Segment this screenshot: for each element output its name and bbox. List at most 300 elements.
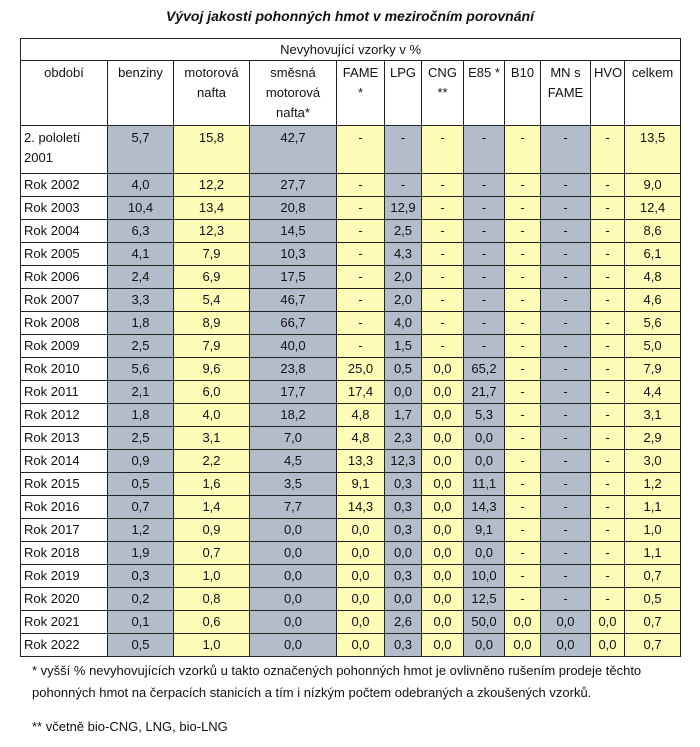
value-cell: 0,7 <box>625 565 681 588</box>
column-header: MN s FAME <box>541 61 591 126</box>
value-cell: 4,1 <box>108 243 174 266</box>
period-cell: Rok 2013 <box>21 427 108 450</box>
value-cell: 1,2 <box>625 473 681 496</box>
value-cell: 12,3 <box>385 450 422 473</box>
value-cell: - <box>591 335 625 358</box>
value-cell: - <box>505 565 541 588</box>
value-cell: - <box>505 358 541 381</box>
column-header: benziny <box>108 61 174 126</box>
value-cell: 10,0 <box>464 565 505 588</box>
value-cell: 1,7 <box>385 404 422 427</box>
table-row <box>21 565 681 588</box>
value-cell: - <box>505 243 541 266</box>
period-cell: Rok 2005 <box>21 243 108 266</box>
value-cell: 0,0 <box>422 588 464 611</box>
value-cell: 0,0 <box>422 542 464 565</box>
column-header: CNG ** <box>422 61 464 126</box>
value-cell: 0,7 <box>174 542 250 565</box>
value-cell: - <box>591 243 625 266</box>
value-cell: 6,1 <box>625 243 681 266</box>
value-cell: 18,2 <box>250 404 337 427</box>
value-cell: - <box>337 197 385 220</box>
value-cell: - <box>337 243 385 266</box>
value-cell: 3,1 <box>625 404 681 427</box>
table-row <box>21 126 681 174</box>
value-cell: - <box>591 126 625 174</box>
value-cell: 5,6 <box>625 312 681 335</box>
table-row <box>21 588 681 611</box>
value-cell: - <box>591 266 625 289</box>
value-cell: 2,5 <box>385 220 422 243</box>
value-cell: 0,0 <box>337 611 385 634</box>
value-cell: - <box>464 243 505 266</box>
value-cell: 9,0 <box>625 174 681 197</box>
table-row <box>21 358 681 381</box>
value-cell: - <box>337 126 385 174</box>
value-cell: 0,9 <box>108 450 174 473</box>
value-cell: - <box>505 266 541 289</box>
value-cell: - <box>591 312 625 335</box>
value-cell: - <box>591 542 625 565</box>
value-cell: 0,0 <box>422 496 464 519</box>
value-cell: 0,8 <box>174 588 250 611</box>
value-cell: 14,3 <box>464 496 505 519</box>
value-cell: 7,9 <box>174 243 250 266</box>
value-cell: - <box>422 197 464 220</box>
period-cell: Rok 2010 <box>21 358 108 381</box>
value-cell: - <box>385 174 422 197</box>
value-cell: 1,2 <box>108 519 174 542</box>
value-cell: - <box>591 473 625 496</box>
value-cell: 10,4 <box>108 197 174 220</box>
value-cell: 1,0 <box>174 634 250 657</box>
value-cell: - <box>541 312 591 335</box>
value-cell: 0,0 <box>385 542 422 565</box>
value-cell: - <box>464 126 505 174</box>
period-cell: Rok 2003 <box>21 197 108 220</box>
value-cell: - <box>385 126 422 174</box>
value-cell: - <box>591 519 625 542</box>
value-cell: 12,2 <box>174 174 250 197</box>
value-cell: 0,3 <box>385 496 422 519</box>
value-cell: - <box>505 427 541 450</box>
value-cell: 0,5 <box>108 634 174 657</box>
value-cell: 0,0 <box>422 634 464 657</box>
value-cell: 2,9 <box>625 427 681 450</box>
value-cell: - <box>337 289 385 312</box>
value-cell: - <box>541 496 591 519</box>
period-cell: Rok 2015 <box>21 473 108 496</box>
value-cell: - <box>505 312 541 335</box>
value-cell: 0,0 <box>250 588 337 611</box>
value-cell: 0,0 <box>337 519 385 542</box>
value-cell: - <box>591 496 625 519</box>
value-cell: - <box>505 542 541 565</box>
value-cell: - <box>541 519 591 542</box>
value-cell: - <box>505 197 541 220</box>
value-cell: 6,9 <box>174 266 250 289</box>
value-cell: 2,4 <box>108 266 174 289</box>
column-header: celkem <box>625 61 681 126</box>
table-row <box>21 542 681 565</box>
value-cell: 0,0 <box>422 404 464 427</box>
value-cell: 0,0 <box>337 565 385 588</box>
table-row <box>21 381 681 404</box>
value-cell: 2,5 <box>108 335 174 358</box>
value-cell: 0,2 <box>108 588 174 611</box>
value-cell: 0,0 <box>422 427 464 450</box>
value-cell: 12,5 <box>464 588 505 611</box>
value-cell: 3,3 <box>108 289 174 312</box>
value-cell: - <box>505 174 541 197</box>
value-cell: - <box>422 243 464 266</box>
value-cell: 4,8 <box>337 427 385 450</box>
value-cell: - <box>591 220 625 243</box>
period-cell: 2. pololetí 2001 <box>21 126 108 174</box>
value-cell: 6,0 <box>174 381 250 404</box>
value-cell: 4,5 <box>250 450 337 473</box>
value-cell: 2,5 <box>108 427 174 450</box>
value-cell: 8,6 <box>625 220 681 243</box>
value-cell: 1,8 <box>108 404 174 427</box>
value-cell: 21,7 <box>464 381 505 404</box>
period-cell: Rok 2006 <box>21 266 108 289</box>
value-cell: 17,5 <box>250 266 337 289</box>
column-header-row <box>21 61 681 126</box>
value-cell: 23,8 <box>250 358 337 381</box>
value-cell: 0,0 <box>250 565 337 588</box>
value-cell: 0,0 <box>385 588 422 611</box>
value-cell: 7,0 <box>250 427 337 450</box>
period-cell: Rok 2014 <box>21 450 108 473</box>
value-cell: - <box>464 335 505 358</box>
table-row <box>21 634 681 657</box>
value-cell: - <box>505 588 541 611</box>
value-cell: - <box>505 450 541 473</box>
value-cell: 0,0 <box>250 542 337 565</box>
value-cell: - <box>541 126 591 174</box>
value-cell: - <box>505 289 541 312</box>
value-cell: - <box>591 381 625 404</box>
value-cell: 1,9 <box>108 542 174 565</box>
value-cell: 0,0 <box>591 611 625 634</box>
value-cell: 3,5 <box>250 473 337 496</box>
value-cell: 0,1 <box>108 611 174 634</box>
column-header: období <box>21 61 108 126</box>
value-cell: 3,0 <box>625 450 681 473</box>
value-cell: - <box>541 450 591 473</box>
value-cell: - <box>505 496 541 519</box>
value-cell: - <box>505 126 541 174</box>
period-cell: Rok 2019 <box>21 565 108 588</box>
value-cell: - <box>464 220 505 243</box>
value-cell: 0,0 <box>464 542 505 565</box>
period-cell: Rok 2022 <box>21 634 108 657</box>
value-cell: 0,9 <box>174 519 250 542</box>
period-cell: Rok 2009 <box>21 335 108 358</box>
value-cell: 0,0 <box>422 519 464 542</box>
value-cell: - <box>541 565 591 588</box>
value-cell: - <box>591 588 625 611</box>
value-cell: 0,5 <box>108 473 174 496</box>
value-cell: 50,0 <box>464 611 505 634</box>
value-cell: 0,0 <box>337 634 385 657</box>
value-cell: - <box>422 174 464 197</box>
value-cell: - <box>464 197 505 220</box>
value-cell: 0,3 <box>385 519 422 542</box>
value-cell: 1,0 <box>625 519 681 542</box>
value-cell: - <box>541 266 591 289</box>
table-row <box>21 197 681 220</box>
value-cell: 0,0 <box>541 611 591 634</box>
value-cell: 0,0 <box>422 565 464 588</box>
value-cell: - <box>541 335 591 358</box>
value-cell: 0,3 <box>385 634 422 657</box>
value-cell: - <box>591 174 625 197</box>
table-row <box>21 496 681 519</box>
value-cell: 0,0 <box>541 634 591 657</box>
value-cell: 0,5 <box>625 588 681 611</box>
table-row <box>21 519 681 542</box>
value-cell: - <box>591 427 625 450</box>
value-cell: 0,7 <box>108 496 174 519</box>
value-cell: - <box>591 197 625 220</box>
value-cell: 0,0 <box>337 588 385 611</box>
value-cell: - <box>541 197 591 220</box>
column-header: HVO <box>591 61 625 126</box>
table-row <box>21 473 681 496</box>
value-cell: 0,7 <box>625 611 681 634</box>
value-cell: - <box>541 427 591 450</box>
value-cell: 1,1 <box>625 496 681 519</box>
value-cell: 0,0 <box>422 450 464 473</box>
value-cell: 0,0 <box>464 634 505 657</box>
column-header: E85 * <box>464 61 505 126</box>
value-cell: 13,4 <box>174 197 250 220</box>
footnote-2: ** včetně bio-CNG, LNG, bio-LNG <box>32 719 228 734</box>
value-cell: 4,6 <box>625 289 681 312</box>
value-cell: 4,3 <box>385 243 422 266</box>
value-cell: - <box>591 358 625 381</box>
value-cell: 7,9 <box>174 335 250 358</box>
value-cell: - <box>422 312 464 335</box>
value-cell: - <box>541 381 591 404</box>
period-cell: Rok 2011 <box>21 381 108 404</box>
value-cell: 0,5 <box>385 358 422 381</box>
value-cell: 2,2 <box>174 450 250 473</box>
value-cell: 4,0 <box>385 312 422 335</box>
period-cell: Rok 2004 <box>21 220 108 243</box>
table-row <box>21 312 681 335</box>
quality-table <box>20 38 681 657</box>
value-cell: 10,3 <box>250 243 337 266</box>
value-cell: 0,3 <box>108 565 174 588</box>
period-cell: Rok 2018 <box>21 542 108 565</box>
value-cell: 0,3 <box>385 565 422 588</box>
page-title: Vývoj jakosti pohonných hmot v meziročním porovnání <box>166 8 534 24</box>
value-cell: - <box>337 174 385 197</box>
table-row <box>21 289 681 312</box>
value-cell: 12,4 <box>625 197 681 220</box>
value-cell: - <box>422 126 464 174</box>
value-cell: - <box>591 450 625 473</box>
value-cell: 0,0 <box>250 634 337 657</box>
value-cell: 5,3 <box>464 404 505 427</box>
table-row <box>21 220 681 243</box>
value-cell: - <box>464 174 505 197</box>
value-cell: - <box>541 174 591 197</box>
period-cell: Rok 2020 <box>21 588 108 611</box>
value-cell: 0,0 <box>464 450 505 473</box>
value-cell: 14,5 <box>250 220 337 243</box>
value-cell: 66,7 <box>250 312 337 335</box>
value-cell: 0,0 <box>385 381 422 404</box>
value-cell: - <box>541 588 591 611</box>
value-cell: - <box>505 381 541 404</box>
column-header: směsná motorová nafta* <box>250 61 337 126</box>
value-cell: 14,3 <box>337 496 385 519</box>
value-cell: 5,7 <box>108 126 174 174</box>
value-cell: - <box>541 220 591 243</box>
value-cell: - <box>422 289 464 312</box>
value-cell: 0,7 <box>625 634 681 657</box>
value-cell: 4,8 <box>337 404 385 427</box>
value-cell: 5,4 <box>174 289 250 312</box>
value-cell: 0,3 <box>385 473 422 496</box>
value-cell: - <box>464 266 505 289</box>
value-cell: 7,9 <box>625 358 681 381</box>
value-cell: 4,0 <box>174 404 250 427</box>
value-cell: 25,0 <box>337 358 385 381</box>
footnote-1: * vyšší % nevyhovujících vzorků u takto označených pohonných hmot je ovlivněno rušením prodeje těchto pohonných hmot na čerpacích stanicích a tím i nízkým počtem odebraných a zkoušených vzorků. <box>32 663 642 700</box>
value-cell: 13,5 <box>625 126 681 174</box>
value-cell: - <box>541 358 591 381</box>
value-cell: 15,8 <box>174 126 250 174</box>
value-cell: 4,0 <box>108 174 174 197</box>
value-cell: - <box>464 289 505 312</box>
value-cell: 0,0 <box>422 381 464 404</box>
value-cell: - <box>337 266 385 289</box>
table-row <box>21 427 681 450</box>
value-cell: 0,0 <box>422 473 464 496</box>
value-cell: 3,1 <box>174 427 250 450</box>
value-cell: - <box>591 565 625 588</box>
value-cell: - <box>337 335 385 358</box>
value-cell: 20,8 <box>250 197 337 220</box>
value-cell: - <box>541 473 591 496</box>
value-cell: 17,4 <box>337 381 385 404</box>
value-cell: 6,3 <box>108 220 174 243</box>
period-cell: Rok 2007 <box>21 289 108 312</box>
table-row <box>21 174 681 197</box>
value-cell: - <box>505 519 541 542</box>
value-cell: 9,1 <box>464 519 505 542</box>
period-cell: Rok 2017 <box>21 519 108 542</box>
period-cell: Rok 2002 <box>21 174 108 197</box>
value-cell: - <box>422 266 464 289</box>
value-cell: 7,7 <box>250 496 337 519</box>
value-cell: 8,9 <box>174 312 250 335</box>
column-header: motorová nafta <box>174 61 250 126</box>
value-cell: 2,0 <box>385 289 422 312</box>
value-cell: 1,1 <box>625 542 681 565</box>
span-header: Nevyhovující vzorky v % <box>21 39 681 61</box>
value-cell: - <box>505 404 541 427</box>
value-cell: - <box>541 289 591 312</box>
value-cell: 9,6 <box>174 358 250 381</box>
value-cell: - <box>422 220 464 243</box>
value-cell: 5,6 <box>108 358 174 381</box>
value-cell: 2,1 <box>108 381 174 404</box>
column-header: LPG <box>385 61 422 126</box>
value-cell: - <box>464 312 505 335</box>
value-cell: 9,1 <box>337 473 385 496</box>
value-cell: 0,0 <box>250 611 337 634</box>
value-cell: 4,8 <box>625 266 681 289</box>
value-cell: - <box>591 289 625 312</box>
value-cell: - <box>337 220 385 243</box>
value-cell: 2,6 <box>385 611 422 634</box>
period-cell: Rok 2008 <box>21 312 108 335</box>
value-cell: - <box>505 335 541 358</box>
value-cell: - <box>541 243 591 266</box>
value-cell: 0,0 <box>422 358 464 381</box>
value-cell: 27,7 <box>250 174 337 197</box>
value-cell: 0,0 <box>505 611 541 634</box>
value-cell: 1,4 <box>174 496 250 519</box>
value-cell: - <box>541 404 591 427</box>
value-cell: 12,9 <box>385 197 422 220</box>
value-cell: 11,1 <box>464 473 505 496</box>
value-cell: 0,0 <box>505 634 541 657</box>
value-cell: 0,0 <box>591 634 625 657</box>
value-cell: - <box>422 335 464 358</box>
value-cell: 1,5 <box>385 335 422 358</box>
value-cell: - <box>337 312 385 335</box>
table-body <box>21 126 681 657</box>
value-cell: 1,6 <box>174 473 250 496</box>
value-cell: - <box>505 473 541 496</box>
table-row <box>21 450 681 473</box>
table-row <box>21 335 681 358</box>
period-cell: Rok 2016 <box>21 496 108 519</box>
value-cell: - <box>505 220 541 243</box>
value-cell: 42,7 <box>250 126 337 174</box>
value-cell: 40,0 <box>250 335 337 358</box>
value-cell: 17,7 <box>250 381 337 404</box>
table-row <box>21 404 681 427</box>
value-cell: 46,7 <box>250 289 337 312</box>
table-row <box>21 266 681 289</box>
value-cell: 0,0 <box>250 519 337 542</box>
value-cell: 2,0 <box>385 266 422 289</box>
table-row <box>21 611 681 634</box>
value-cell: 13,3 <box>337 450 385 473</box>
table-row <box>21 243 681 266</box>
value-cell: 1,8 <box>108 312 174 335</box>
value-cell: - <box>591 404 625 427</box>
value-cell: 1,0 <box>174 565 250 588</box>
value-cell: 4,4 <box>625 381 681 404</box>
column-header: FAME * <box>337 61 385 126</box>
value-cell: 65,2 <box>464 358 505 381</box>
period-cell: Rok 2012 <box>21 404 108 427</box>
value-cell: 0,0 <box>422 611 464 634</box>
value-cell: 0,6 <box>174 611 250 634</box>
value-cell: 5,0 <box>625 335 681 358</box>
value-cell: - <box>541 542 591 565</box>
value-cell: 0,0 <box>337 542 385 565</box>
